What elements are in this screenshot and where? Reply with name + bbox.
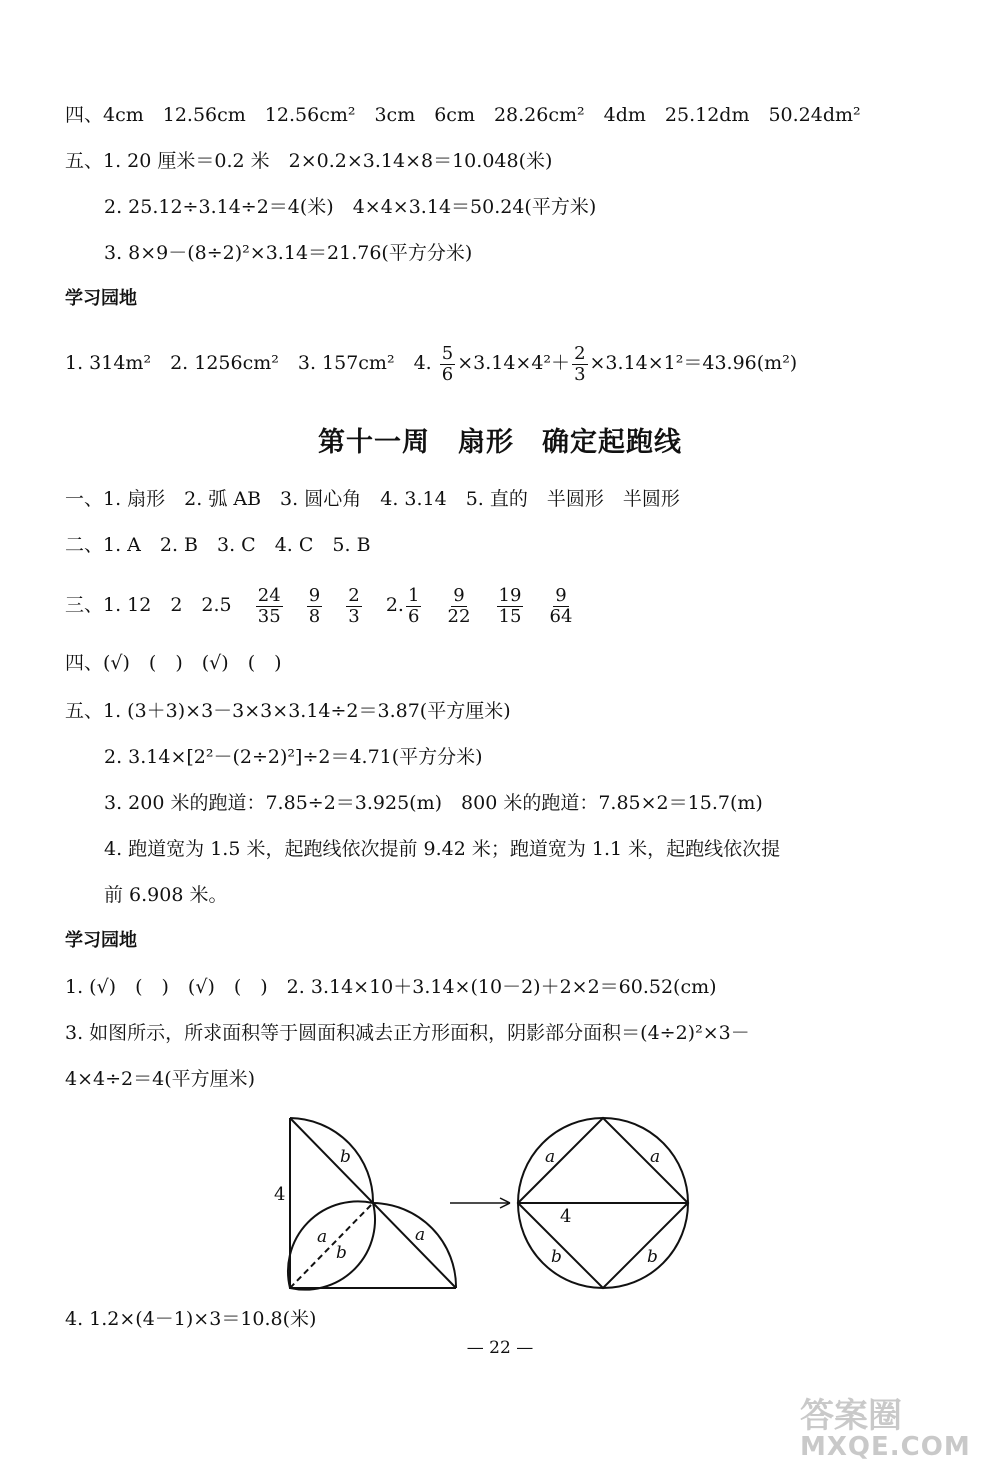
watermark-logo: 答案圈 [800, 1396, 902, 1436]
fraction-5-6: $\frac{5}{6}$ [441, 342, 454, 385]
fraction-2-3b: $\frac{2}{3}$ [348, 584, 360, 627]
answer-part-5-3: 3. 200 米的跑道：7.85÷2＝3.925(m) 800 米的跑道：7.85×2＝15.7(m) [104, 792, 763, 814]
label-a-circle-left: a [545, 1147, 556, 1167]
label-b-top: b [340, 1147, 351, 1167]
title-topic-sector: 扇形 [458, 427, 514, 458]
figure-left-lens-upper [288, 1201, 373, 1288]
study-heading-1: 学习园地 [65, 288, 137, 309]
answer-part-3 [65, 580, 576, 630]
study1-text-mid: ×3.14×4²＋ [457, 352, 571, 374]
fraction-9-64: $\frac{9}{64}$ [549, 584, 573, 627]
study2-line-1: 1. (√) ( ) (√) ( ) 2. 3.14×10＋3.14×(10－2)＋2×2＝60.52(cm) [65, 976, 717, 998]
study-heading-2: 学习园地 [65, 930, 137, 951]
label-a-circle-right: a [650, 1147, 661, 1167]
part3-prefix: 三、1. 12 2 2.5 [65, 594, 232, 616]
fraction-9-22: $\frac{9}{22}$ [447, 584, 471, 627]
answer-q5-2: 2. 25.12÷3.14÷2＝4(米) 4×4×3.14＝50.24(平方米) [104, 196, 597, 218]
study2-line-4: 4. 1.2×(4－1)×3＝10.8(米) [65, 1308, 317, 1330]
label-b-circle-right: b [647, 1247, 658, 1267]
watermark-url: MXQE.COM [800, 1432, 971, 1462]
answer-part-5-1: 五、1. (3＋3)×3－3×3×3.14÷2＝3.87(平方厘米) [65, 700, 511, 722]
section-title [0, 420, 1000, 459]
answer-part-5-4b: 前 6.908 米。 [104, 884, 228, 906]
fraction-2-3: $\frac{2}{3}$ [574, 342, 586, 385]
answer-part-2: 二、1. A 2. B 3. C 4. C 5. B [65, 534, 371, 556]
figure-left-dashed-chord [290, 1203, 373, 1288]
answer-part-1: 一、1. 扇形 2. 弧 AB 3. 圆心角 4. 3.14 5. 直的 半圆形 半圆形 [65, 488, 680, 510]
study2-line-2: 3. 如图所示，所求面积等于圆面积减去正方形面积，阴影部分面积＝(4÷2)²×3－ [65, 1022, 750, 1044]
geometry-figure [260, 1110, 710, 1300]
figure-left-lens-lower [290, 1203, 375, 1290]
part3-mid: 2. [385, 594, 404, 616]
study1-text-tail: ×3.14×1²＝43.96(m²) [589, 352, 798, 374]
answer-q4-line: 四、4cm 12.56cm 12.56cm² 3cm 6cm 28.26cm² 4dm 25.12dm 50.24dm² [65, 104, 861, 126]
fraction-19-15: $\frac{19}{15}$ [498, 584, 522, 627]
title-week: 第十一周 [318, 427, 430, 458]
label-b-circle-left: b [551, 1247, 562, 1267]
answer-q5-3: 3. 8×9－(8÷2)²×3.14＝21.76(平方分米) [104, 242, 473, 264]
answer-part-5-4a: 4. 跑道宽为 1.5 米，起跑线依次提前 9.42 米；跑道宽为 1.1 米，起跑线依次提 [104, 838, 781, 860]
label-a-lens: a [317, 1227, 328, 1247]
answer-part-5-2: 2. 3.14×[2²－(2÷2)²]÷2＝4.71(平方分米) [104, 746, 483, 768]
title-topic-startline: 确定起跑线 [542, 427, 682, 458]
answer-part-4: 四、(√) ( ) (√) ( ) [65, 652, 282, 674]
label-b-lens: b [336, 1243, 347, 1263]
answer-q5-1: 五、1. 20 厘米＝0.2 米 2×0.2×3.14×8＝10.048(米) [65, 150, 553, 172]
study1-text-a: 1. 314m² 2. 1256cm² 3. 157cm² 4. [65, 352, 432, 374]
label-4-left: 4 [274, 1184, 286, 1205]
study2-line-3: 4×4÷2＝4(平方厘米) [65, 1068, 256, 1090]
study1-answers [65, 338, 797, 388]
fraction-24-35: $\frac{24}{35}$ [257, 584, 281, 627]
label-a-right-arc: a [415, 1225, 426, 1245]
fraction-9-8: $\frac{9}{8}$ [308, 584, 321, 627]
label-4-right: 4 [560, 1206, 572, 1227]
page-number: — 22 — [466, 1338, 534, 1358]
fraction-1-6: $\frac{1}{6}$ [407, 584, 420, 627]
